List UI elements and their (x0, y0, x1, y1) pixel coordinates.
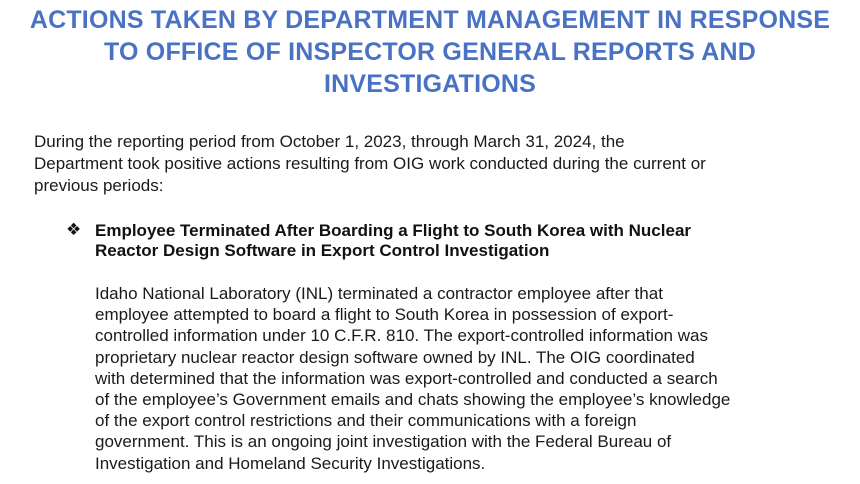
item-body-line-4: proprietary nuclear reactor design software owned by INL. The OIG coordinated (95, 347, 695, 367)
item-body-line-1: Idaho National Laboratory (INL) terminated a contractor employee after that (95, 284, 663, 303)
heading-line-1: ACTIONS TAKEN BY DEPARTMENT MANAGEMENT IN RESPONSE (29, 6, 831, 34)
item-title-line-2: Reactor Design Software in Export Control Investigation (95, 241, 550, 260)
intro-paragraph (34, 131, 834, 197)
heading-line-3: INVESTIGATIONS (323, 70, 537, 98)
item-body-line-5: with determined that the information was export-controlled and conducted a search (95, 368, 718, 388)
item-body-line-8: government. This is an ongoing joint investigation with the Federal Bureau of (95, 432, 672, 452)
heading-line-2: TO OFFICE OF INSPECTOR GENERAL REPORTS AND (104, 38, 756, 66)
item-body-line-3: controlled information under 10 C.F.R. 810. The export-controlled information was (95, 326, 708, 346)
item-body (95, 283, 835, 474)
item-body-line-6: of the employee’s Government emails and chats showing the employee’s knowledge (95, 390, 731, 410)
item-body-line-7: of the export control restrictions and their communications with a foreign (95, 411, 637, 431)
item-body-line-9: Investigation and Homeland Security Investigations. (95, 453, 486, 473)
item-body-line-2: employee attempted to board a flight to South Korea in possession of export- (95, 305, 674, 325)
section-heading (20, 4, 840, 100)
item-title (95, 221, 835, 261)
intro-line-3: previous periods: (34, 176, 164, 195)
intro-line-1: During the reporting period from October 1, 2023, through March 31, 2024, the (34, 132, 625, 151)
item-title-line-1: Employee Terminated After Boarding a Flight to South Korea with Nuclear (95, 221, 692, 240)
diamond-bullet-icon: ❖ (66, 220, 82, 240)
intro-line-2: Department took positive actions resulting from OIG work conducted during the current or (34, 154, 706, 173)
